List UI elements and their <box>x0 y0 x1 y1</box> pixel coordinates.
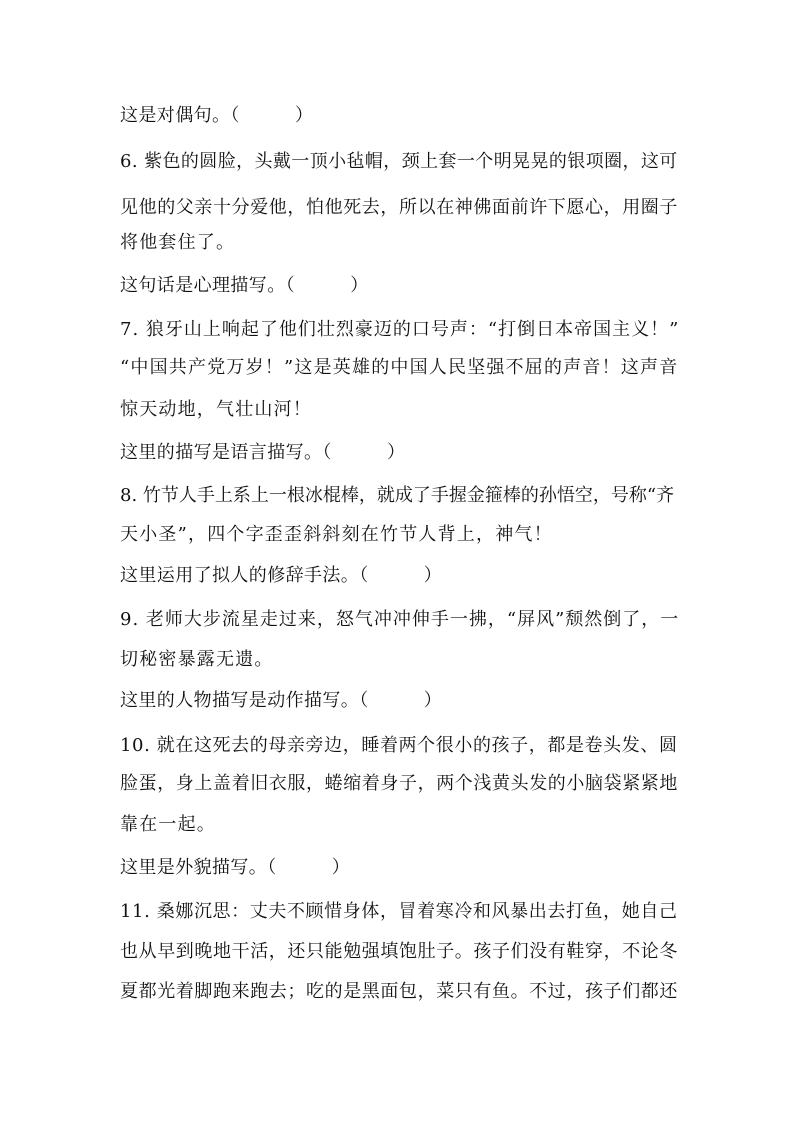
answer-line-6: 这句话是心理描写。（ ） <box>120 275 369 296</box>
answer-line-10: 这里是外貌描写。（ ） <box>120 857 351 878</box>
question-9-line-2: 切秘密暴露无遗。 <box>120 649 274 670</box>
answer-line-5: 这是对偶句。（ ） <box>120 105 314 126</box>
question-11-line-2: 也从早到晚地干活，还只能勉强填饱肚子。孩子们没有鞋穿，不论冬 <box>120 941 678 962</box>
question-10-line-3: 靠在一起。 <box>120 814 216 835</box>
answer-line-7: 这里的描写是语言描写。（ ） <box>120 442 406 463</box>
question-8-line-2: 天小圣”，四个字歪歪斜斜刻在竹节人背上，神气！ <box>120 524 553 545</box>
question-7-line-1: 7. 狼牙山上响起了他们壮烈豪迈的口号声：“打倒日本帝国主义！” <box>120 319 680 340</box>
question-6-line-1: 6. 紫色的圆脸，头戴一顶小毡帽，颈上套一个明晃晃的银项圈，这可 <box>120 151 678 172</box>
answer-line-9: 这里的人物描写是动作描写。（ ） <box>120 690 443 711</box>
question-6-line-2: 见他的父亲十分爱他，怕他死去，所以在神佛面前许下愿心，用圈子 <box>120 197 678 218</box>
question-7-line-2: “中国共产党万岁！”这是英雄的中国人民坚强不屈的声音！这声音 <box>120 357 679 378</box>
answer-line-8: 这里运用了拟人的修辞手法。（ ） <box>120 565 443 586</box>
question-10-line-1: 10. 就在这死去的母亲旁边，睡着两个很小的孩子，都是卷头发、圆 <box>120 735 678 756</box>
question-10-line-2: 脸蛋，身上盖着旧衣服，蜷缩着身子，两个浅黄头发的小脑袋紧紧地 <box>120 773 678 794</box>
question-7-line-3: 惊天动地，气壮山河！ <box>120 399 312 420</box>
question-9-line-1: 9. 老师大步流星走过来，怒气冲冲伸手一拂，“屏风”颓然倒了，一 <box>120 609 680 630</box>
question-11-line-3: 夏都光着脚跑来跑去；吃的是黑面包，菜只有鱼。不过，孩子们都还 <box>120 981 678 1002</box>
question-6-line-3: 将他套住了。 <box>120 232 236 253</box>
question-8-line-1: 8. 竹节人手上系上一根冰棍棒，就成了手握金箍棒的孙悟空，号称“齐 <box>120 485 675 506</box>
question-11-line-1: 11. 桑娜沉思：丈夫不顾惜身体，冒着寒冷和风暴出去打鱼，她自己 <box>120 901 678 922</box>
